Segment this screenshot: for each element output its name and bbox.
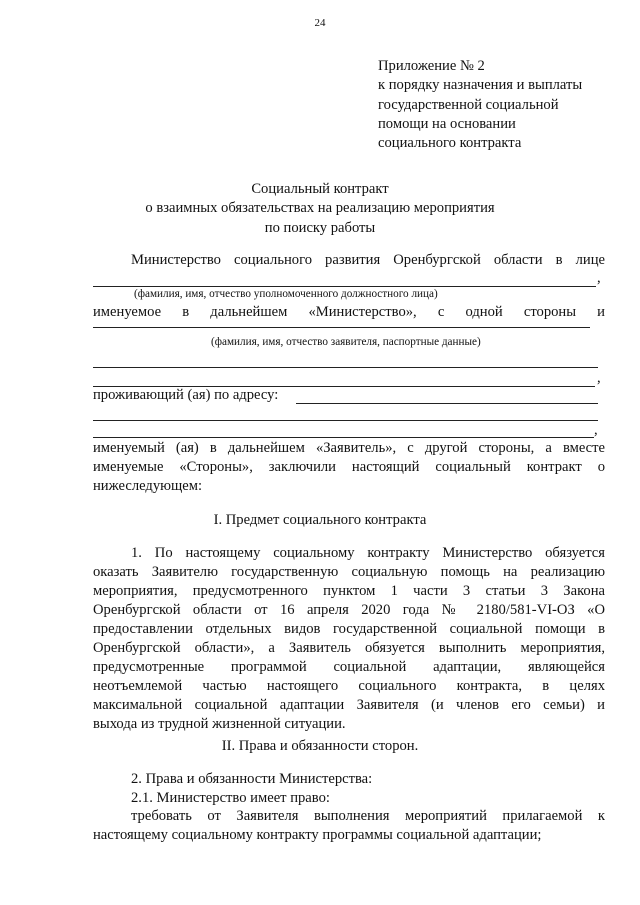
official-name-field bbox=[93, 286, 596, 287]
applicant-field-line bbox=[93, 367, 598, 368]
section-2-item: 2.1. Министерство имеет право: bbox=[131, 790, 330, 806]
ministry-line: именуемое в дальнейшем «Министерство», с одной стороны и bbox=[93, 304, 605, 320]
section-1-line: Оренбургской области», а Заявитель обязуется выполнить мероприятия, bbox=[93, 640, 605, 656]
section-1-line: неотъемлемой частью настоящего социального контракта, в целях bbox=[93, 678, 605, 694]
appendix-line: к порядку назначения и выплаты bbox=[378, 77, 583, 94]
section-1-line: Оренбургской области от 16 апреля 2020 года № 2180/581-VI-ОЗ «О bbox=[93, 602, 605, 618]
title-line: по поиску работы bbox=[264, 219, 376, 236]
appendix-line: государственной социальной bbox=[378, 96, 559, 113]
section-2-item: 2. Права и обязанности Министерства: bbox=[131, 771, 373, 787]
parties-closing-line: именуемые «Стороны», заключили настоящий социальный контракт о bbox=[93, 459, 605, 475]
parties-closing-line: именуемый (ая) в дальнейшем «Заявитель», с другой стороны, а вместе bbox=[93, 440, 605, 456]
comma: , bbox=[594, 422, 598, 438]
title-line: Социальный контракт bbox=[251, 181, 389, 197]
official-name-caption: (фамилия, имя, отчество уполномоченного должностного лица) bbox=[134, 288, 438, 300]
document-title bbox=[0, 180, 640, 238]
section-2-line: настоящему социальному контракту программы социальной адаптации; bbox=[93, 827, 542, 843]
section-1-heading: I. Предмет социального контракта bbox=[213, 512, 427, 528]
applicant-field-line bbox=[93, 327, 590, 328]
section-2-line: требовать от Заявителя выполнения мероприятий прилагаемой к bbox=[131, 808, 605, 824]
appendix-line: социального контракта bbox=[378, 135, 522, 152]
comma: , bbox=[597, 270, 601, 286]
page-number: 24 bbox=[314, 17, 326, 29]
section-1-line: максимальной социальной адаптации Заявителя (и членов его семьи) и bbox=[93, 697, 605, 713]
parties-closing-line: нижеследующем: bbox=[93, 478, 203, 494]
appendix-block bbox=[378, 57, 582, 153]
section-2-heading: II. Права и обязанности сторон. bbox=[221, 738, 419, 754]
address-field-line bbox=[296, 403, 598, 404]
title-line: о взаимных обязательствах на реализацию мероприятия bbox=[145, 200, 495, 217]
section-1-line: 1. По настоящему социальному контракту Министерство обязуется bbox=[131, 545, 605, 561]
comma: , bbox=[597, 370, 601, 386]
appendix-line: Приложение № 2 bbox=[378, 58, 485, 74]
address-label: проживающий (ая) по адресу: bbox=[93, 387, 279, 403]
section-1-line: выхода из трудной жизненной ситуации. bbox=[93, 716, 346, 732]
address-field-line bbox=[93, 437, 594, 438]
parties-intro: Министерство социального развития Оренбургской области в лице bbox=[131, 252, 605, 268]
appendix-line: помощи на основании bbox=[378, 115, 516, 132]
address-field-line bbox=[93, 420, 598, 421]
section-1-line: оказать Заявителю государственную социальную помощь на реализацию bbox=[93, 564, 605, 580]
section-1-line: мероприятия, предусмотренного пунктом 1 части 3 статьи 3 Закона bbox=[93, 583, 605, 599]
section-1-line: предусмотренные программой социальной адаптации, являющейся bbox=[93, 659, 605, 675]
applicant-caption: (фамилия, имя, отчество заявителя, паспортные данные) bbox=[211, 336, 481, 348]
section-1-line: предоставлении отдельных видов государственной социальной помощи в bbox=[93, 621, 605, 637]
